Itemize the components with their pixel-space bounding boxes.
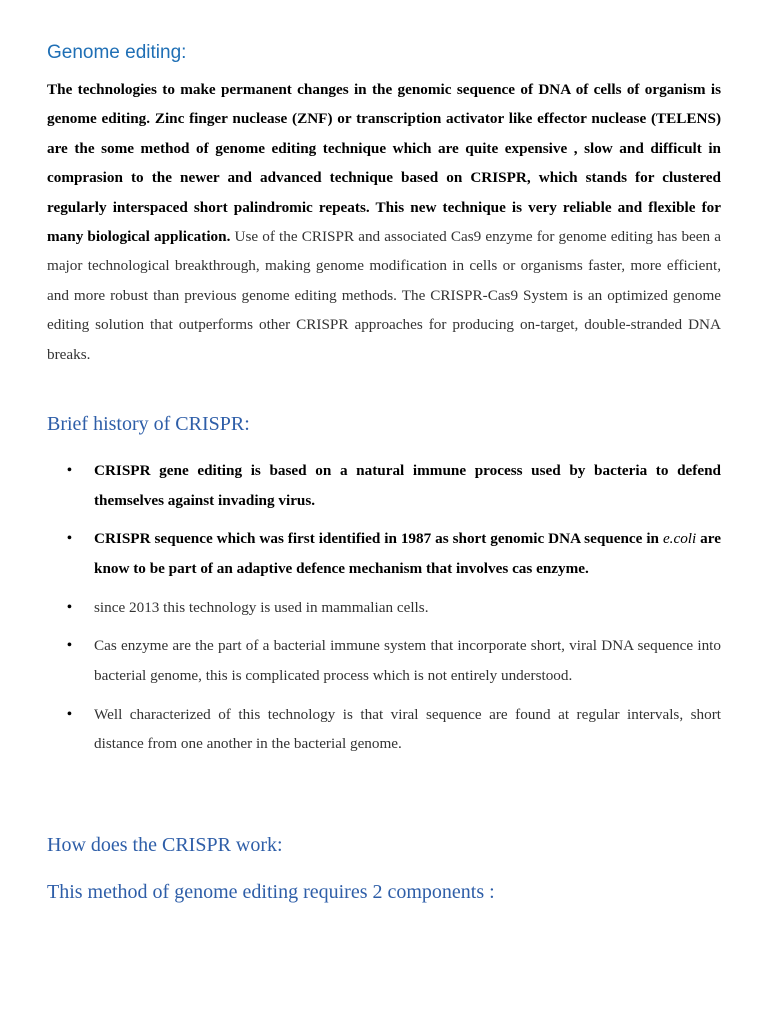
list-item — [47, 593, 721, 623]
bullet-marker: • — [67, 531, 72, 547]
heading-how-crispr-works: How does the CRISPR work: — [47, 834, 283, 856]
bullet-text-species: e.coli — [662, 530, 697, 548]
heading-brief-history: Brief history of CRISPR: — [47, 413, 250, 435]
bullet-text-start: CRISPR sequence which was first identified in 1987 as short genomic DNA sequence in — [94, 530, 663, 548]
paragraph-genome-editing-bold-text: The technologies to make permanent changes in the genomic sequence of DNA of cells of organism is genome editing. Zinc finger nuclease (ZNF) or transcription activator like effector nuclease (TELENS) are the some method of genome editing technique which are quite expensive , slow and difficult in comprasion to the newer and advanced technique based on CRISPR, which stands for clustered regularly interspaced short palindromic repeats. This new technique is very reliable and flexible for many biological application. — [47, 81, 721, 246]
bullet-text: Cas enzyme are the part of a bacterial immune system that incorporate short, viral DNA sequence into bacterial genome, this is complicated process which is not entirely understood. — [94, 637, 721, 684]
bullet-text: since 2013 this technology is used in mammalian cells. — [94, 598, 429, 616]
bullet-marker: • — [67, 463, 72, 478]
history-bullet-list — [47, 456, 721, 768]
heading-genome-editing: Genome editing: — [47, 42, 187, 63]
bullet-text: Well characterized of this technology is that viral sequence are found at regular intervals, short distance from one another in the bacterial genome. — [94, 705, 721, 753]
list-item — [47, 631, 721, 690]
bullet-marker: • — [67, 638, 72, 654]
list-item — [47, 456, 721, 515]
list-item — [47, 700, 721, 759]
paragraph-genome-editing-plain-text: Use of the CRISPR and associated Cas9 enzyme for genome editing has been a major technological breakthrough, making genome modification in cells or organisms faster, more efficient, and more robust than previous genome editing methods. The CRISPR-Cas9 System is an optimized genome editing solution that outperforms other CRISPR approaches for producing on-target, double-stranded DNA breaks. — [47, 228, 721, 363]
bullet-text: CRISPR gene editing is based on a natural immune process used by bacteria to defend themselves against invading virus. — [94, 462, 721, 509]
paragraph-genome-editing — [47, 75, 721, 369]
subheading-two-components: This method of genome editing requires 2 components : — [47, 881, 495, 903]
list-item — [47, 524, 721, 583]
bullet-marker: • — [67, 599, 72, 615]
bullet-text-end: are know to be part of an adaptive defence mechanism that involves cas enzyme. — [94, 530, 721, 577]
bullet-marker: • — [67, 706, 72, 722]
